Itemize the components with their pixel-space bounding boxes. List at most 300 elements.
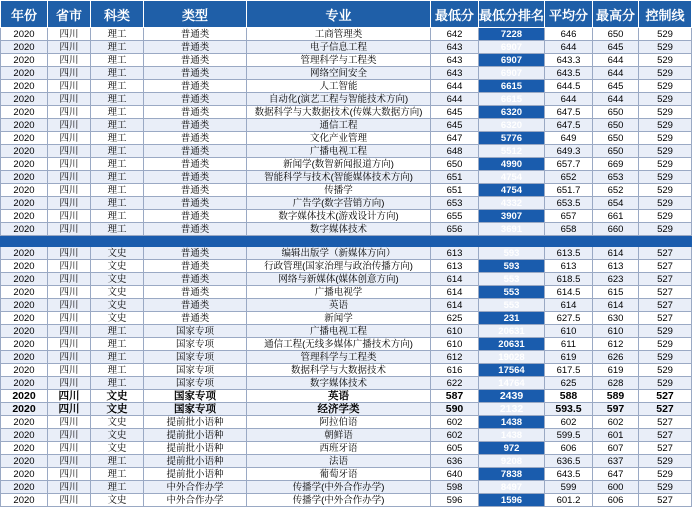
cell-major: 经济学类 bbox=[247, 403, 431, 416]
cell-major: 通信工程 bbox=[247, 119, 431, 132]
cell-year: 2020 bbox=[1, 377, 48, 390]
cell-control-line: 529 bbox=[639, 41, 692, 54]
cell-province: 四川 bbox=[48, 184, 91, 197]
cell-control-line: 529 bbox=[639, 377, 692, 390]
cell-control-line: 527 bbox=[639, 273, 692, 286]
cell-min-rank: 3691 bbox=[479, 223, 545, 236]
table-row bbox=[1, 41, 692, 54]
cell-avg-score: 646 bbox=[545, 28, 593, 41]
cell-min-score: 610 bbox=[431, 338, 479, 351]
cell-subject: 文史 bbox=[91, 390, 144, 403]
cell-type: 提前批小语种 bbox=[144, 468, 247, 481]
cell-min-rank: 1438 bbox=[479, 416, 545, 429]
cell-min-score: 590 bbox=[431, 403, 479, 416]
cell-control-line: 527 bbox=[639, 494, 692, 507]
cell-year: 2020 bbox=[1, 184, 48, 197]
cell-province: 四川 bbox=[48, 197, 91, 210]
cell-subject: 文史 bbox=[91, 286, 144, 299]
cell-major: 数字媒体技术 bbox=[247, 377, 431, 390]
cell-type: 国家专项 bbox=[144, 338, 247, 351]
cell-min-rank: 553 bbox=[479, 299, 545, 312]
cell-subject: 理工 bbox=[91, 325, 144, 338]
cell-min-score: 645 bbox=[431, 119, 479, 132]
cell-type: 普通类 bbox=[144, 210, 247, 223]
cell-subject: 文史 bbox=[91, 403, 144, 416]
cell-min-score: 648 bbox=[431, 145, 479, 158]
cell-type: 普通类 bbox=[144, 80, 247, 93]
cell-control-line: 529 bbox=[639, 67, 692, 80]
cell-control-line: 529 bbox=[639, 325, 692, 338]
cell-min-rank: 14764 bbox=[479, 377, 545, 390]
cell-year: 2020 bbox=[1, 260, 48, 273]
cell-province: 四川 bbox=[48, 210, 91, 223]
cell-year: 2020 bbox=[1, 416, 48, 429]
cell-min-rank: 6615 bbox=[479, 80, 545, 93]
cell-type: 普通类 bbox=[144, 171, 247, 184]
cell-min-rank: 4754 bbox=[479, 171, 545, 184]
cell-province: 四川 bbox=[48, 132, 91, 145]
header-province: 省市 bbox=[48, 1, 91, 28]
cell-min-score: 596 bbox=[431, 494, 479, 507]
cell-type: 国家专项 bbox=[144, 377, 247, 390]
cell-max-score: 669 bbox=[593, 158, 639, 171]
cell-subject: 理工 bbox=[91, 145, 144, 158]
cell-major: 网络空间安全 bbox=[247, 67, 431, 80]
table-row bbox=[1, 54, 692, 67]
cell-year: 2020 bbox=[1, 481, 48, 494]
table-body bbox=[1, 28, 692, 507]
cell-control-line: 527 bbox=[639, 260, 692, 273]
table-row bbox=[1, 429, 692, 442]
cell-avg-score: 599 bbox=[545, 481, 593, 494]
cell-min-rank: 4754 bbox=[479, 184, 545, 197]
cell-min-rank: 4332 bbox=[479, 197, 545, 210]
table-row bbox=[1, 442, 692, 455]
cell-year: 2020 bbox=[1, 210, 48, 223]
cell-min-score: 640 bbox=[431, 468, 479, 481]
cell-province: 四川 bbox=[48, 93, 91, 106]
cell-year: 2020 bbox=[1, 351, 48, 364]
cell-max-score: 650 bbox=[593, 145, 639, 158]
cell-min-rank: 231 bbox=[479, 312, 545, 325]
cell-max-score: 623 bbox=[593, 273, 639, 286]
cell-max-score: 644 bbox=[593, 54, 639, 67]
cell-province: 四川 bbox=[48, 403, 91, 416]
cell-type bbox=[144, 236, 247, 247]
cell-avg-score: 651.7 bbox=[545, 184, 593, 197]
cell-type: 普通类 bbox=[144, 247, 247, 260]
cell-min-rank: 1596 bbox=[479, 494, 545, 507]
cell-year: 2020 bbox=[1, 299, 48, 312]
cell-control-line: 527 bbox=[639, 286, 692, 299]
cell-min-score: 613 bbox=[431, 260, 479, 273]
cell-year: 2020 bbox=[1, 247, 48, 260]
cell-min-score: 598 bbox=[431, 481, 479, 494]
table-row bbox=[1, 236, 692, 247]
cell-min-rank: 20631 bbox=[479, 338, 545, 351]
cell-subject: 理工 bbox=[91, 364, 144, 377]
cell-max-score: 601 bbox=[593, 429, 639, 442]
cell-year: 2020 bbox=[1, 54, 48, 67]
cell-type: 国家专项 bbox=[144, 351, 247, 364]
cell-year: 2020 bbox=[1, 106, 48, 119]
cell-control-line: 527 bbox=[639, 442, 692, 455]
cell-year: 2020 bbox=[1, 273, 48, 286]
cell-min-score: 655 bbox=[431, 210, 479, 223]
cell-major: 广播电视工程 bbox=[247, 145, 431, 158]
table-row bbox=[1, 184, 692, 197]
cell-major: 数据科学与大数据技术(传媒大数据方向) bbox=[247, 106, 431, 119]
cell-avg-score: 653.5 bbox=[545, 197, 593, 210]
cell-max-score: 614 bbox=[593, 247, 639, 260]
cell-avg-score: 593.5 bbox=[545, 403, 593, 416]
cell-year: 2020 bbox=[1, 325, 48, 338]
cell-max-score: 628 bbox=[593, 377, 639, 390]
table-row bbox=[1, 351, 692, 364]
header-avg-score: 平均分 bbox=[545, 1, 593, 28]
cell-avg-score: 617.5 bbox=[545, 364, 593, 377]
cell-province: 四川 bbox=[48, 286, 91, 299]
cell-major: 工商管理类 bbox=[247, 28, 431, 41]
table-row bbox=[1, 106, 692, 119]
table-row bbox=[1, 28, 692, 41]
cell-min-score: 644 bbox=[431, 93, 479, 106]
cell-year: 2020 bbox=[1, 429, 48, 442]
table-row bbox=[1, 377, 692, 390]
cell-type: 普通类 bbox=[144, 93, 247, 106]
cell-min-score: 653 bbox=[431, 197, 479, 210]
cell-year: 2020 bbox=[1, 390, 48, 403]
cell-max-score: 645 bbox=[593, 41, 639, 54]
cell-control-line: 527 bbox=[639, 429, 692, 442]
cell-type: 普通类 bbox=[144, 286, 247, 299]
cell-min-rank: 6320 bbox=[479, 119, 545, 132]
cell-province: 四川 bbox=[48, 67, 91, 80]
cell-min-rank: 6320 bbox=[479, 106, 545, 119]
cell-subject: 理工 bbox=[91, 468, 144, 481]
cell-min-rank: 6907 bbox=[479, 41, 545, 54]
cell-avg-score: 657 bbox=[545, 210, 593, 223]
cell-min-score: 651 bbox=[431, 184, 479, 197]
cell-major: 数据科学与大数据技术 bbox=[247, 364, 431, 377]
cell-year: 2020 bbox=[1, 494, 48, 507]
header-min-rank: 最低分排名 bbox=[479, 1, 545, 28]
cell-province: 四川 bbox=[48, 158, 91, 171]
cell-type: 普通类 bbox=[144, 28, 247, 41]
cell-min-score: 610 bbox=[431, 325, 479, 338]
cell-control-line: 527 bbox=[639, 312, 692, 325]
cell-max-score: 612 bbox=[593, 338, 639, 351]
cell-control-line: 529 bbox=[639, 184, 692, 197]
cell-year bbox=[1, 236, 48, 247]
cell-province: 四川 bbox=[48, 481, 91, 494]
cell-max-score: 652 bbox=[593, 184, 639, 197]
cell-major: 阿拉伯语 bbox=[247, 416, 431, 429]
cell-max-score: 602 bbox=[593, 416, 639, 429]
cell-major: 编辑出版学（新媒体方向） bbox=[247, 247, 431, 260]
cell-subject: 文史 bbox=[91, 273, 144, 286]
cell-type: 国家专项 bbox=[144, 390, 247, 403]
cell-max-score: 644 bbox=[593, 93, 639, 106]
cell-type: 国家专项 bbox=[144, 403, 247, 416]
cell-year: 2020 bbox=[1, 67, 48, 80]
cell-avg-score: 601.2 bbox=[545, 494, 593, 507]
table-row bbox=[1, 416, 692, 429]
cell-major bbox=[247, 236, 431, 247]
cell-major: 法语 bbox=[247, 455, 431, 468]
cell-avg-score: 606 bbox=[545, 442, 593, 455]
cell-avg-score: 658 bbox=[545, 223, 593, 236]
cell-year: 2020 bbox=[1, 171, 48, 184]
cell-avg-score: 644.5 bbox=[545, 80, 593, 93]
cell-control-line: 529 bbox=[639, 351, 692, 364]
cell-max-score: 607 bbox=[593, 442, 639, 455]
cell-major: 广播电视工程 bbox=[247, 325, 431, 338]
cell-subject: 理工 bbox=[91, 455, 144, 468]
cell-min-score: 605 bbox=[431, 442, 479, 455]
cell-max-score: 614 bbox=[593, 299, 639, 312]
cell-min-rank bbox=[479, 236, 545, 247]
cell-avg-score: 610 bbox=[545, 325, 593, 338]
cell-min-score: 587 bbox=[431, 390, 479, 403]
cell-max-score: 615 bbox=[593, 286, 639, 299]
cell-subject: 理工 bbox=[91, 351, 144, 364]
cell-type: 普通类 bbox=[144, 106, 247, 119]
cell-province: 四川 bbox=[48, 28, 91, 41]
cell-control-line: 529 bbox=[639, 145, 692, 158]
cell-avg-score: 613.5 bbox=[545, 247, 593, 260]
table-row bbox=[1, 119, 692, 132]
table-row bbox=[1, 468, 692, 481]
cell-min-score: 650 bbox=[431, 158, 479, 171]
cell-province: 四川 bbox=[48, 312, 91, 325]
cell-max-score: 626 bbox=[593, 351, 639, 364]
cell-major: 自动化(演艺工程与智能技术方向) bbox=[247, 93, 431, 106]
cell-min-rank: 4990 bbox=[479, 158, 545, 171]
cell-major: 英语 bbox=[247, 299, 431, 312]
cell-subject: 文史 bbox=[91, 299, 144, 312]
cell-max-score: 630 bbox=[593, 312, 639, 325]
cell-type: 普通类 bbox=[144, 273, 247, 286]
cell-min-score: 642 bbox=[431, 28, 479, 41]
cell-subject: 文史 bbox=[91, 247, 144, 260]
cell-major: 网络与新媒体(媒体创意方向) bbox=[247, 273, 431, 286]
cell-province: 四川 bbox=[48, 260, 91, 273]
table-row bbox=[1, 223, 692, 236]
header-max-score: 最高分 bbox=[593, 1, 639, 28]
cell-control-line: 527 bbox=[639, 403, 692, 416]
cell-min-score: 643 bbox=[431, 41, 479, 54]
cell-min-score: 625 bbox=[431, 312, 479, 325]
cell-province: 四川 bbox=[48, 468, 91, 481]
cell-year: 2020 bbox=[1, 28, 48, 41]
cell-year: 2020 bbox=[1, 338, 48, 351]
cell-subject: 理工 bbox=[91, 197, 144, 210]
cell-min-score: 613 bbox=[431, 247, 479, 260]
cell-min-rank: 2439 bbox=[479, 390, 545, 403]
cell-subject: 文史 bbox=[91, 494, 144, 507]
table-row bbox=[1, 145, 692, 158]
cell-max-score: 597 bbox=[593, 403, 639, 416]
cell-subject: 文史 bbox=[91, 416, 144, 429]
cell-province: 四川 bbox=[48, 119, 91, 132]
cell-max-score: 650 bbox=[593, 119, 639, 132]
cell-major: 传播学 bbox=[247, 184, 431, 197]
header-major: 专业 bbox=[247, 1, 431, 28]
header-year: 年份 bbox=[1, 1, 48, 28]
cell-type: 中外合作办学 bbox=[144, 481, 247, 494]
cell-subject: 理工 bbox=[91, 93, 144, 106]
cell-province: 四川 bbox=[48, 54, 91, 67]
cell-type: 中外合作办学 bbox=[144, 494, 247, 507]
cell-type: 国家专项 bbox=[144, 364, 247, 377]
cell-year: 2020 bbox=[1, 223, 48, 236]
cell-major: 智能科学与技术(智能媒体技术方向) bbox=[247, 171, 431, 184]
cell-min-score: 614 bbox=[431, 286, 479, 299]
cell-province: 四川 bbox=[48, 390, 91, 403]
cell-min-rank: 972 bbox=[479, 442, 545, 455]
table-row bbox=[1, 338, 692, 351]
cell-min-rank: 8497 bbox=[479, 481, 545, 494]
cell-subject: 理工 bbox=[91, 119, 144, 132]
table-row bbox=[1, 364, 692, 377]
cell-type: 普通类 bbox=[144, 67, 247, 80]
cell-major: 葡萄牙语 bbox=[247, 468, 431, 481]
cell-min-rank: 5512 bbox=[479, 145, 545, 158]
cell-year: 2020 bbox=[1, 364, 48, 377]
cell-major: 广播电视学 bbox=[247, 286, 431, 299]
cell-subject: 理工 bbox=[91, 338, 144, 351]
cell-avg-score: 643.3 bbox=[545, 54, 593, 67]
cell-province: 四川 bbox=[48, 247, 91, 260]
header-row bbox=[1, 1, 692, 28]
cell-province: 四川 bbox=[48, 223, 91, 236]
cell-max-score: 653 bbox=[593, 171, 639, 184]
cell-province: 四川 bbox=[48, 429, 91, 442]
cell-control-line: 529 bbox=[639, 119, 692, 132]
cell-max-score: 647 bbox=[593, 468, 639, 481]
cell-min-rank: 20631 bbox=[479, 325, 545, 338]
cell-province: 四川 bbox=[48, 364, 91, 377]
cell-min-rank: 19028 bbox=[479, 351, 545, 364]
table-row bbox=[1, 80, 692, 93]
cell-major: 传播学(中外合作办学) bbox=[247, 494, 431, 507]
cell-major: 行政管理(国家治理与政治传播方向) bbox=[247, 260, 431, 273]
cell-major: 电子信息工程 bbox=[247, 41, 431, 54]
cell-control-line: 529 bbox=[639, 210, 692, 223]
cell-subject bbox=[91, 236, 144, 247]
cell-type: 普通类 bbox=[144, 41, 247, 54]
cell-year: 2020 bbox=[1, 442, 48, 455]
cell-type: 普通类 bbox=[144, 119, 247, 132]
cell-control-line: 527 bbox=[639, 416, 692, 429]
table-row bbox=[1, 390, 692, 403]
cell-avg-score: 649 bbox=[545, 132, 593, 145]
cell-avg-score: 644 bbox=[545, 41, 593, 54]
cell-province: 四川 bbox=[48, 455, 91, 468]
cell-avg-score: 588 bbox=[545, 390, 593, 403]
cell-control-line: 529 bbox=[639, 481, 692, 494]
cell-control-line: 529 bbox=[639, 468, 692, 481]
cell-subject: 理工 bbox=[91, 481, 144, 494]
cell-max-score: 661 bbox=[593, 210, 639, 223]
cell-max-score: 613 bbox=[593, 260, 639, 273]
cell-major: 西班牙语 bbox=[247, 442, 431, 455]
cell-min-score: 645 bbox=[431, 106, 479, 119]
cell-subject: 理工 bbox=[91, 106, 144, 119]
table-row bbox=[1, 494, 692, 507]
cell-min-rank: 7838 bbox=[479, 468, 545, 481]
cell-type: 提前批小语种 bbox=[144, 429, 247, 442]
cell-min-score: 651 bbox=[431, 171, 479, 184]
cell-min-score: 614 bbox=[431, 273, 479, 286]
table-row bbox=[1, 325, 692, 338]
cell-major: 英语 bbox=[247, 390, 431, 403]
cell-min-rank: 6907 bbox=[479, 67, 545, 80]
table-row bbox=[1, 132, 692, 145]
cell-province: 四川 bbox=[48, 338, 91, 351]
header-subject: 科类 bbox=[91, 1, 144, 28]
cell-province: 四川 bbox=[48, 494, 91, 507]
cell-control-line: 529 bbox=[639, 54, 692, 67]
cell-major: 新闻学 bbox=[247, 312, 431, 325]
header-min-score: 最低分 bbox=[431, 1, 479, 28]
cell-province: 四川 bbox=[48, 325, 91, 338]
cell-avg-score bbox=[545, 236, 593, 247]
cell-major: 数字媒体技术(游戏设计方向) bbox=[247, 210, 431, 223]
cell-control-line: 529 bbox=[639, 197, 692, 210]
cell-subject: 理工 bbox=[91, 80, 144, 93]
cell-min-rank: 9208 bbox=[479, 455, 545, 468]
cell-province: 四川 bbox=[48, 41, 91, 54]
cell-year: 2020 bbox=[1, 132, 48, 145]
cell-min-score: 622 bbox=[431, 377, 479, 390]
cell-province: 四川 bbox=[48, 351, 91, 364]
cell-type: 普通类 bbox=[144, 197, 247, 210]
cell-type: 国家专项 bbox=[144, 325, 247, 338]
cell-min-rank: 5776 bbox=[479, 132, 545, 145]
cell-major: 数字媒体技术 bbox=[247, 223, 431, 236]
table-row bbox=[1, 171, 692, 184]
cell-max-score: 650 bbox=[593, 28, 639, 41]
cell-max-score: 637 bbox=[593, 455, 639, 468]
cell-subject: 理工 bbox=[91, 210, 144, 223]
cell-avg-score: 602 bbox=[545, 416, 593, 429]
cell-control-line: 529 bbox=[639, 93, 692, 106]
cell-type: 提前批小语种 bbox=[144, 416, 247, 429]
cell-control-line: 529 bbox=[639, 338, 692, 351]
header-type: 类型 bbox=[144, 1, 247, 28]
cell-subject: 理工 bbox=[91, 28, 144, 41]
cell-year: 2020 bbox=[1, 286, 48, 299]
cell-year: 2020 bbox=[1, 93, 48, 106]
cell-avg-score: 625 bbox=[545, 377, 593, 390]
table-row bbox=[1, 260, 692, 273]
cell-control-line: 529 bbox=[639, 158, 692, 171]
cell-avg-score: 649.3 bbox=[545, 145, 593, 158]
table-row bbox=[1, 210, 692, 223]
cell-type: 普通类 bbox=[144, 145, 247, 158]
cell-type: 提前批小语种 bbox=[144, 442, 247, 455]
cell-control-line: 529 bbox=[639, 223, 692, 236]
cell-max-score: 619 bbox=[593, 364, 639, 377]
table-row bbox=[1, 93, 692, 106]
cell-control-line: 529 bbox=[639, 28, 692, 41]
cell-province: 四川 bbox=[48, 416, 91, 429]
cell-max-score: 589 bbox=[593, 390, 639, 403]
cell-avg-score: 643.5 bbox=[545, 67, 593, 80]
cell-control-line: 527 bbox=[639, 390, 692, 403]
